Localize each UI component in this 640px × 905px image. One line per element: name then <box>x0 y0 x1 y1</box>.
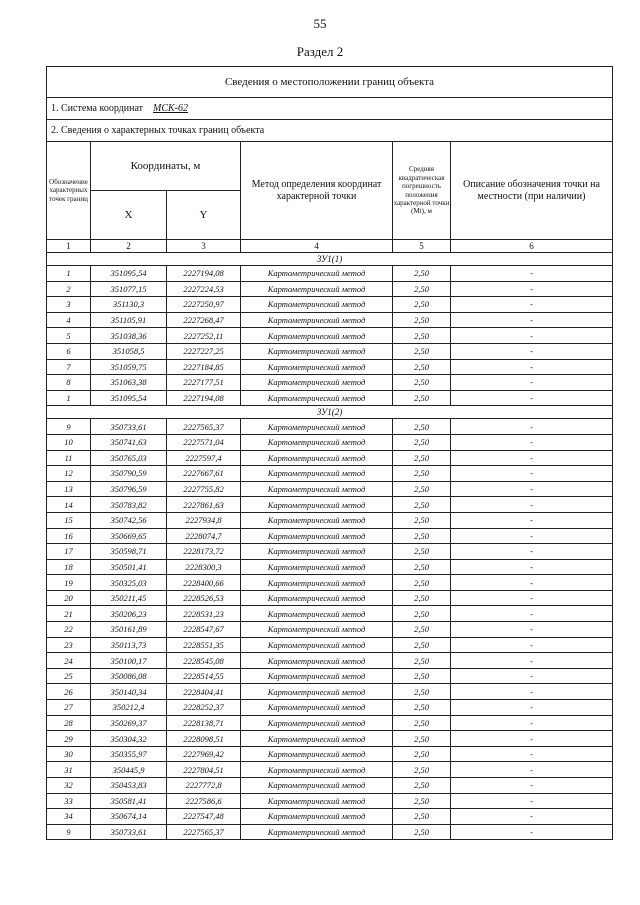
table-row <box>47 715 613 731</box>
method-cell: Картометрический метод <box>241 528 393 544</box>
description-cell: - <box>451 668 613 684</box>
accuracy-cell: 2,50 <box>393 606 451 622</box>
column-number: 3 <box>167 240 241 253</box>
description-cell: - <box>451 281 613 297</box>
point-number-cell: 8 <box>47 375 91 391</box>
table-row <box>47 653 613 669</box>
y-coordinate-cell: 2227565,37 <box>167 419 241 435</box>
table-title: Сведения о местоположении границ объекта <box>47 67 613 98</box>
method-cell: Картометрический метод <box>241 481 393 497</box>
accuracy-cell: 2,50 <box>393 375 451 391</box>
point-number-cell: 33 <box>47 793 91 809</box>
point-number-cell: 22 <box>47 622 91 638</box>
y-coordinate-cell: 2228404,41 <box>167 684 241 700</box>
accuracy-cell: 2,50 <box>393 824 451 840</box>
header-coordinates: Координаты, м <box>91 142 241 191</box>
method-cell: Картометрический метод <box>241 512 393 528</box>
description-cell: - <box>451 359 613 375</box>
table-row <box>47 824 613 840</box>
y-coordinate-cell: 2227224,53 <box>167 281 241 297</box>
method-cell: Картометрический метод <box>241 359 393 375</box>
header-y: Y <box>167 191 241 240</box>
accuracy-cell: 2,50 <box>393 637 451 653</box>
method-cell: Картометрический метод <box>241 343 393 359</box>
table-row <box>47 450 613 466</box>
description-cell: - <box>451 266 613 282</box>
method-cell: Картометрический метод <box>241 637 393 653</box>
accuracy-cell: 2,50 <box>393 590 451 606</box>
x-coordinate-cell: 350581,41 <box>91 793 167 809</box>
table-row <box>47 700 613 716</box>
y-coordinate-cell: 2227250,97 <box>167 297 241 313</box>
point-number-cell: 23 <box>47 637 91 653</box>
y-coordinate-cell: 2228300,3 <box>167 559 241 575</box>
accuracy-cell: 2,50 <box>393 762 451 778</box>
table-row <box>47 762 613 778</box>
x-coordinate-cell: 351059,75 <box>91 359 167 375</box>
method-cell: Картометрический метод <box>241 434 393 450</box>
point-number-cell: 5 <box>47 328 91 344</box>
accuracy-cell: 2,50 <box>393 434 451 450</box>
x-coordinate-cell: 350733,61 <box>91 824 167 840</box>
description-cell: - <box>451 497 613 513</box>
point-number-cell: 6 <box>47 343 91 359</box>
column-number: 4 <box>241 240 393 253</box>
description-cell: - <box>451 544 613 560</box>
accuracy-cell: 2,50 <box>393 653 451 669</box>
coord-system-label: 1. Система координат <box>51 103 144 114</box>
accuracy-cell: 2,50 <box>393 778 451 794</box>
boundary-points-table <box>46 66 613 840</box>
description-cell: - <box>451 343 613 359</box>
table-row <box>47 559 613 575</box>
point-number-cell: 28 <box>47 715 91 731</box>
method-cell: Картометрический метод <box>241 668 393 684</box>
table-row <box>47 419 613 435</box>
description-cell: - <box>451 434 613 450</box>
x-coordinate-cell: 350445,9 <box>91 762 167 778</box>
x-coordinate-cell: 350113,73 <box>91 637 167 653</box>
description-cell: - <box>451 390 613 406</box>
point-number-cell: 31 <box>47 762 91 778</box>
y-coordinate-cell: 2227565,37 <box>167 824 241 840</box>
table-row <box>47 606 613 622</box>
y-coordinate-cell: 2228400,66 <box>167 575 241 591</box>
point-number-cell: 24 <box>47 653 91 669</box>
accuracy-cell: 2,50 <box>393 343 451 359</box>
method-cell: Картометрический метод <box>241 390 393 406</box>
point-number-cell: 27 <box>47 700 91 716</box>
accuracy-cell: 2,50 <box>393 731 451 747</box>
x-coordinate-cell: 350140,34 <box>91 684 167 700</box>
method-cell: Картометрический метод <box>241 700 393 716</box>
table-row <box>47 544 613 560</box>
x-coordinate-cell: 350355,97 <box>91 746 167 762</box>
x-coordinate-cell: 351095,54 <box>91 390 167 406</box>
coord-system-row <box>47 98 613 120</box>
accuracy-cell: 2,50 <box>393 715 451 731</box>
y-coordinate-cell: 2227194,08 <box>167 390 241 406</box>
method-cell: Картометрический метод <box>241 419 393 435</box>
y-coordinate-cell: 2227755,82 <box>167 481 241 497</box>
coord-system-value: МСК-62 <box>153 103 189 114</box>
description-cell: - <box>451 419 613 435</box>
y-coordinate-cell: 2227667,61 <box>167 466 241 482</box>
table-row <box>47 375 613 391</box>
method-cell: Картометрический метод <box>241 731 393 747</box>
point-number-cell: 19 <box>47 575 91 591</box>
method-cell: Картометрический метод <box>241 559 393 575</box>
header-description: Описание обозначения точки на местности (при наличии) <box>451 142 613 240</box>
table-row <box>47 684 613 700</box>
table-row <box>47 466 613 482</box>
point-number-cell: 21 <box>47 606 91 622</box>
y-coordinate-cell: 2228547,67 <box>167 622 241 638</box>
accuracy-cell: 2,50 <box>393 266 451 282</box>
x-coordinate-cell: 350501,41 <box>91 559 167 575</box>
table-row <box>47 637 613 653</box>
x-coordinate-cell: 350211,45 <box>91 590 167 606</box>
description-cell: - <box>451 297 613 313</box>
point-number-cell: 7 <box>47 359 91 375</box>
y-coordinate-cell: 2228074,7 <box>167 528 241 544</box>
accuracy-cell: 2,50 <box>393 481 451 497</box>
y-coordinate-cell: 2227804,51 <box>167 762 241 778</box>
point-number-cell: 17 <box>47 544 91 560</box>
x-coordinate-cell: 350269,37 <box>91 715 167 731</box>
x-coordinate-cell: 350206,23 <box>91 606 167 622</box>
y-coordinate-cell: 2227772,8 <box>167 778 241 794</box>
y-coordinate-cell: 2227597,4 <box>167 450 241 466</box>
y-coordinate-cell: 2227547,48 <box>167 809 241 825</box>
point-number-cell: 2 <box>47 281 91 297</box>
y-coordinate-cell: 2227184,85 <box>167 359 241 375</box>
method-cell: Картометрический метод <box>241 824 393 840</box>
x-coordinate-cell: 351077,15 <box>91 281 167 297</box>
point-number-cell: 12 <box>47 466 91 482</box>
header-accuracy: Средняя квадратическая погрешность положения характерной точки (Mt), м <box>393 142 451 240</box>
description-cell: - <box>451 528 613 544</box>
accuracy-cell: 2,50 <box>393 419 451 435</box>
accuracy-cell: 2,50 <box>393 312 451 328</box>
y-coordinate-cell: 2228514,55 <box>167 668 241 684</box>
x-coordinate-cell: 350783,82 <box>91 497 167 513</box>
table-row <box>47 281 613 297</box>
column-numbers-row <box>47 240 613 253</box>
point-number-cell: 32 <box>47 778 91 794</box>
y-coordinate-cell: 2228531,23 <box>167 606 241 622</box>
method-cell: Картометрический метод <box>241 762 393 778</box>
x-coordinate-cell: 350742,56 <box>91 512 167 528</box>
description-cell: - <box>451 375 613 391</box>
description-cell: - <box>451 809 613 825</box>
x-coordinate-cell: 350325,03 <box>91 575 167 591</box>
method-cell: Картометрический метод <box>241 746 393 762</box>
x-coordinate-cell: 351095,54 <box>91 266 167 282</box>
x-coordinate-cell: 350100,17 <box>91 653 167 669</box>
accuracy-cell: 2,50 <box>393 528 451 544</box>
method-cell: Картометрический метод <box>241 281 393 297</box>
accuracy-cell: 2,50 <box>393 559 451 575</box>
y-coordinate-cell: 2227252,11 <box>167 328 241 344</box>
x-coordinate-cell: 351105,91 <box>91 312 167 328</box>
y-coordinate-cell: 2228551,35 <box>167 637 241 653</box>
y-coordinate-cell: 2228098,51 <box>167 731 241 747</box>
point-number-cell: 11 <box>47 450 91 466</box>
accuracy-cell: 2,50 <box>393 809 451 825</box>
accuracy-cell: 2,50 <box>393 746 451 762</box>
accuracy-cell: 2,50 <box>393 281 451 297</box>
method-cell: Картометрический метод <box>241 297 393 313</box>
method-cell: Картометрический метод <box>241 497 393 513</box>
column-number: 1 <box>47 240 91 253</box>
y-coordinate-cell: 2228545,08 <box>167 653 241 669</box>
method-cell: Картометрический метод <box>241 793 393 809</box>
description-cell: - <box>451 793 613 809</box>
y-coordinate-cell: 2227934,8 <box>167 512 241 528</box>
accuracy-cell: 2,50 <box>393 575 451 591</box>
point-number-cell: 13 <box>47 481 91 497</box>
page-number: 55 <box>313 16 327 31</box>
description-cell: - <box>451 762 613 778</box>
header-x: X <box>91 191 167 240</box>
table-row <box>47 481 613 497</box>
y-coordinate-cell: 2227227,25 <box>167 343 241 359</box>
description-cell: - <box>451 512 613 528</box>
table-row <box>47 793 613 809</box>
table-row <box>47 359 613 375</box>
method-cell: Картометрический метод <box>241 466 393 482</box>
header-method: Метод определения координат характерной точки <box>241 142 393 240</box>
description-cell: - <box>451 590 613 606</box>
method-cell: Картометрический метод <box>241 653 393 669</box>
method-cell: Картометрический метод <box>241 590 393 606</box>
y-coordinate-cell: 2228138,71 <box>167 715 241 731</box>
method-cell: Картометрический метод <box>241 684 393 700</box>
column-number: 2 <box>91 240 167 253</box>
x-coordinate-cell: 350674,14 <box>91 809 167 825</box>
accuracy-cell: 2,50 <box>393 700 451 716</box>
y-coordinate-cell: 2228252,37 <box>167 700 241 716</box>
table-row <box>47 731 613 747</box>
accuracy-cell: 2,50 <box>393 544 451 560</box>
accuracy-cell: 2,50 <box>393 466 451 482</box>
x-coordinate-cell: 351038,36 <box>91 328 167 344</box>
description-cell: - <box>451 778 613 794</box>
point-number-cell: 1 <box>47 390 91 406</box>
x-coordinate-cell: 350765,03 <box>91 450 167 466</box>
table-row <box>47 622 613 638</box>
point-number-cell: 3 <box>47 297 91 313</box>
description-cell: - <box>451 653 613 669</box>
accuracy-cell: 2,50 <box>393 684 451 700</box>
section-title: Раздел 2 <box>296 44 344 59</box>
description-cell: - <box>451 824 613 840</box>
x-coordinate-cell: 351063,38 <box>91 375 167 391</box>
method-cell: Картометрический метод <box>241 450 393 466</box>
method-cell: Картометрический метод <box>241 375 393 391</box>
group-row <box>47 406 613 419</box>
method-cell: Картометрический метод <box>241 266 393 282</box>
y-coordinate-cell: 2228173,72 <box>167 544 241 560</box>
description-cell: - <box>451 622 613 638</box>
point-number-cell: 26 <box>47 684 91 700</box>
description-cell: - <box>451 606 613 622</box>
method-cell: Картометрический метод <box>241 622 393 638</box>
accuracy-cell: 2,50 <box>393 450 451 466</box>
method-cell: Картометрический метод <box>241 715 393 731</box>
method-cell: Картометрический метод <box>241 778 393 794</box>
point-number-cell: 29 <box>47 731 91 747</box>
header-point-designation: Обозначение характерных точек границ <box>47 142 91 240</box>
x-coordinate-cell: 350212,4 <box>91 700 167 716</box>
table-row <box>47 512 613 528</box>
description-cell: - <box>451 700 613 716</box>
x-coordinate-cell: 350453,83 <box>91 778 167 794</box>
description-cell: - <box>451 715 613 731</box>
y-coordinate-cell: 2227177,51 <box>167 375 241 391</box>
y-coordinate-cell: 2227861,63 <box>167 497 241 513</box>
table-row <box>47 746 613 762</box>
accuracy-cell: 2,50 <box>393 622 451 638</box>
accuracy-cell: 2,50 <box>393 668 451 684</box>
x-coordinate-cell: 350796,59 <box>91 481 167 497</box>
method-cell: Картометрический метод <box>241 544 393 560</box>
column-number: 5 <box>393 240 451 253</box>
point-number-cell: 14 <box>47 497 91 513</box>
x-coordinate-cell: 350598,71 <box>91 544 167 560</box>
description-cell: - <box>451 559 613 575</box>
table-row <box>47 778 613 794</box>
method-cell: Картометрический метод <box>241 606 393 622</box>
table-row <box>47 297 613 313</box>
table-row <box>47 312 613 328</box>
x-coordinate-cell: 351058,5 <box>91 343 167 359</box>
accuracy-cell: 2,50 <box>393 512 451 528</box>
accuracy-cell: 2,50 <box>393 359 451 375</box>
point-number-cell: 4 <box>47 312 91 328</box>
y-coordinate-cell: 2227194,08 <box>167 266 241 282</box>
table-row <box>47 497 613 513</box>
point-number-cell: 15 <box>47 512 91 528</box>
point-number-cell: 25 <box>47 668 91 684</box>
x-coordinate-cell: 350741,63 <box>91 434 167 450</box>
description-cell: - <box>451 450 613 466</box>
point-number-cell: 9 <box>47 419 91 435</box>
table-row <box>47 668 613 684</box>
point-number-cell: 1 <box>47 266 91 282</box>
description-cell: - <box>451 637 613 653</box>
table-row <box>47 590 613 606</box>
table-row <box>47 343 613 359</box>
y-coordinate-cell: 2228526,53 <box>167 590 241 606</box>
x-coordinate-cell: 350669,65 <box>91 528 167 544</box>
description-cell: - <box>451 312 613 328</box>
table-row <box>47 434 613 450</box>
point-number-cell: 20 <box>47 590 91 606</box>
group-name: ЗУ1(2) <box>47 406 613 419</box>
description-cell: - <box>451 746 613 762</box>
x-coordinate-cell: 350304,32 <box>91 731 167 747</box>
point-number-cell: 9 <box>47 824 91 840</box>
accuracy-cell: 2,50 <box>393 390 451 406</box>
table-row <box>47 809 613 825</box>
method-cell: Картометрический метод <box>241 575 393 591</box>
method-cell: Картометрический метод <box>241 809 393 825</box>
y-coordinate-cell: 2227571,04 <box>167 434 241 450</box>
accuracy-cell: 2,50 <box>393 497 451 513</box>
x-coordinate-cell: 350790,59 <box>91 466 167 482</box>
table-row <box>47 266 613 282</box>
point-number-cell: 18 <box>47 559 91 575</box>
x-coordinate-cell: 350086,08 <box>91 668 167 684</box>
method-cell: Картометрический метод <box>241 312 393 328</box>
points-caption: 2. Сведения о характерных точках границ объекта <box>47 120 613 142</box>
point-number-cell: 16 <box>47 528 91 544</box>
group-row <box>47 253 613 266</box>
method-cell: Картометрический метод <box>241 328 393 344</box>
description-cell: - <box>451 731 613 747</box>
x-coordinate-cell: 350161,89 <box>91 622 167 638</box>
point-number-cell: 10 <box>47 434 91 450</box>
x-coordinate-cell: 350733,61 <box>91 419 167 435</box>
accuracy-cell: 2,50 <box>393 328 451 344</box>
point-number-cell: 34 <box>47 809 91 825</box>
group-name: ЗУ1(1) <box>47 253 613 266</box>
description-cell: - <box>451 684 613 700</box>
table-row <box>47 528 613 544</box>
column-number: 6 <box>451 240 613 253</box>
accuracy-cell: 2,50 <box>393 793 451 809</box>
x-coordinate-cell: 351130,3 <box>91 297 167 313</box>
table-row <box>47 575 613 591</box>
accuracy-cell: 2,50 <box>393 297 451 313</box>
y-coordinate-cell: 2227969,42 <box>167 746 241 762</box>
point-number-cell: 30 <box>47 746 91 762</box>
description-cell: - <box>451 575 613 591</box>
y-coordinate-cell: 2227586,6 <box>167 793 241 809</box>
table-row <box>47 390 613 406</box>
description-cell: - <box>451 466 613 482</box>
y-coordinate-cell: 2227268,47 <box>167 312 241 328</box>
description-cell: - <box>451 481 613 497</box>
description-cell: - <box>451 328 613 344</box>
table-row <box>47 328 613 344</box>
